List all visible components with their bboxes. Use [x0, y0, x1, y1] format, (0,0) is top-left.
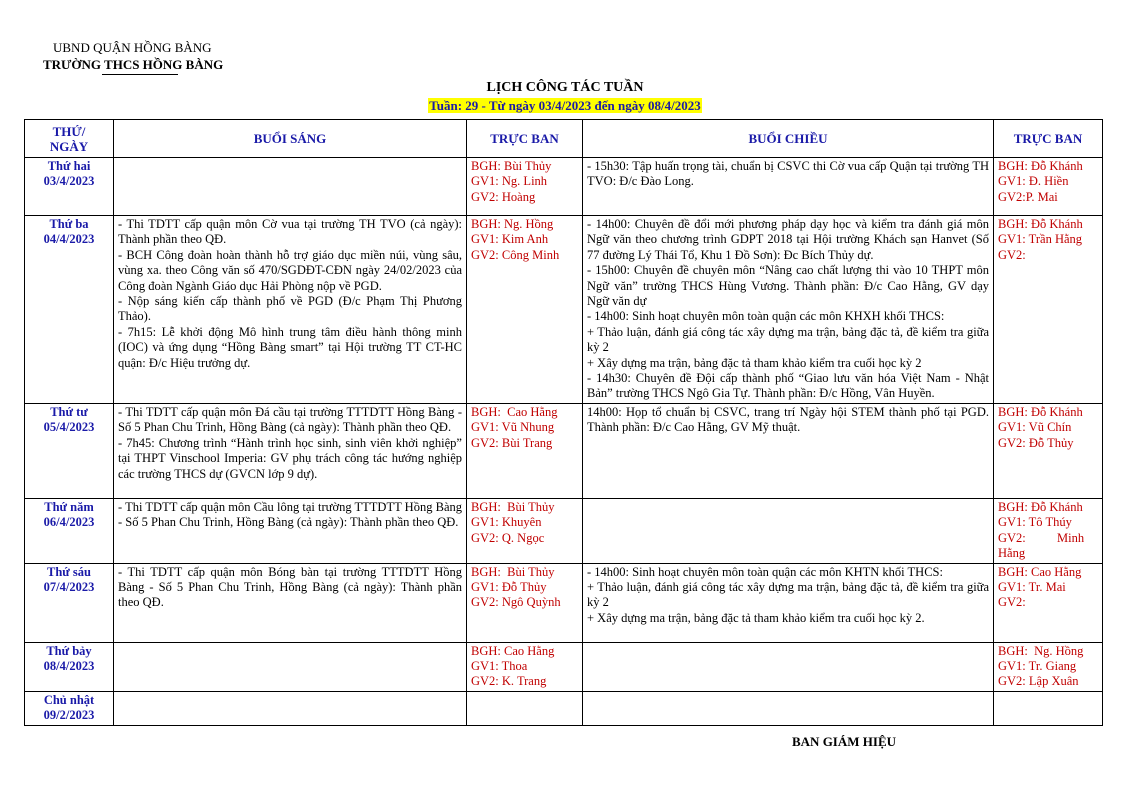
day-name: Thứ sáu [47, 564, 91, 579]
afternoon-line: - 14h00: Sinh hoạt chuyên môn toàn quận các môn KHTN khối THCS: [587, 564, 943, 579]
duty-afternoon-cell [994, 498, 1103, 563]
table-row [25, 691, 1103, 725]
day-cell [25, 498, 114, 563]
duty-line: BGH: Cao Hằng [471, 404, 558, 419]
duty-afternoon-cell [994, 642, 1103, 691]
duty-afternoon-cell [994, 691, 1103, 725]
morning-line: - 7h15: Lễ khởi động Mô hình trung tâm điều hành thông minh (IOC) và ứng dụng “Hồng Bàng smart” tại Hội trường TT CT-HC quận: Đ/c Hiệu trưởng dự. [118, 324, 462, 370]
morning-line: - Thi TDTT cấp quận môn Bóng bàn tại trường TTTDTT Hồng Bàng - Số 5 Phan Chu Trinh, Hồng Bàng (cả ngày): Thành phần theo QĐ. [118, 564, 462, 610]
duty-line: GV1: Trần Hằng [998, 232, 1083, 247]
afternoon-cell [583, 498, 994, 563]
afternoon-line: - 15h30: Tập huấn trọng tài, chuẩn bị CSVC thi Cờ vua cấp Quận tại trường TH TVO: Đ/c Đào Long. [587, 159, 989, 189]
duty-line: GV1: Vũ Nhung [471, 420, 555, 435]
duty-line: BGH: Đỗ Khánh [998, 159, 1083, 173]
day-cell [25, 563, 114, 642]
day-cell [25, 216, 114, 404]
col-morning: BUỔI SÁNG [114, 120, 467, 158]
morning-line: - Thi TDTT cấp quận môn Cờ vua tại trường TH TVO (cả ngày): Thành phần theo QĐ. [118, 217, 462, 247]
afternoon-line: + Xây dựng ma trận, bảng đặc tả tham khảo kiểm tra cuối học kỳ 2. [587, 610, 925, 625]
morning-cell [114, 216, 467, 404]
afternoon-line: + Thảo luận, đánh giá công tác xây dựng ma trận, bảng đặc tả, đề kiểm tra giữa kỳ 2 [587, 579, 989, 610]
duty-line: BGH: Ng. Hồng [471, 217, 554, 231]
table-row [25, 216, 1103, 404]
duty-line: GV1: Vũ Chín [998, 420, 1072, 435]
duty-line: BGH: Bùi Thủy [471, 564, 555, 579]
table-row [25, 403, 1103, 498]
duty-morning-cell [467, 158, 583, 216]
day-date: 08/4/2023 [43, 658, 95, 673]
duty-line: BGH: Cao Hằng [471, 643, 555, 658]
duty-line: GV2: Công Minh [471, 247, 560, 262]
duty-line: GV2:P. Mai [998, 189, 1058, 204]
duty-morning-cell [467, 403, 583, 498]
morning-cell [114, 158, 467, 216]
duty-line: GV1: Tô Thúy [998, 515, 1072, 530]
duty-afternoon-cell [994, 158, 1103, 216]
afternoon-line: - 14h30: Chuyên đề Đội cấp thành phố “Giao lưu văn hóa Việt Nam - Nhật Bản” trường THCS Ngô Gia Tự. Thành phần: Đ/c Hồng, Vân Huyền. [587, 371, 989, 401]
duty-line: GV2: K. Trang [471, 674, 547, 689]
duty-line: BGH: Đỗ Khánh [998, 217, 1083, 231]
duty-line: GV1: Đỗ Thủy [471, 579, 547, 594]
duty-morning-cell [467, 216, 583, 404]
day-name: Thứ bảy [46, 643, 92, 658]
duty-morning-cell [467, 691, 583, 725]
morning-cell [114, 642, 467, 691]
day-date: 09/2/2023 [43, 708, 95, 723]
col-afternoon: BUỔI CHIỀU [583, 120, 994, 158]
duty-line: GV1: Tr. Giang [998, 658, 1077, 673]
morning-cell [114, 403, 467, 498]
day-cell [25, 403, 114, 498]
duty-line: GV1: Thoa [471, 658, 528, 673]
day-cell [25, 691, 114, 725]
duty-morning-cell [467, 642, 583, 691]
day-date: 04/4/2023 [43, 232, 95, 247]
header-underline [102, 74, 178, 75]
duty-line: BGH: Bùi Thủy [471, 159, 552, 173]
col-duty-morning: TRỰC BAN [467, 120, 583, 158]
duty-morning-cell [467, 498, 583, 563]
afternoon-cell [583, 642, 994, 691]
afternoon-cell [583, 403, 994, 498]
day-date: 07/4/2023 [43, 579, 95, 594]
afternoon-cell [583, 216, 994, 404]
schedule-table [24, 119, 1103, 726]
table-row [25, 498, 1103, 563]
duty-line: GV2: Q. Ngọc [471, 530, 545, 545]
table-row [25, 642, 1103, 691]
duty-line: GV2: Minh [998, 530, 1085, 545]
table-row [25, 158, 1103, 216]
duty-line: BGH: Bùi Thủy [471, 499, 555, 514]
day-date: 06/4/2023 [43, 515, 95, 530]
duty-line: GV2: Đỗ Thủy [998, 435, 1074, 450]
morning-line: - 7h45: Chương trình “Hành trình học sinh, sinh viên khởi nghiệp” tại THPT Vinschool Imperia: GV phụ trách công tác hướng nghiệp các trường THCS dự (GVCN lớp 9 dự). [118, 435, 462, 481]
col-duty-afternoon: TRỰC BAN [994, 120, 1103, 158]
duty-line: BGH: Đỗ Khánh [998, 404, 1083, 419]
week-subtitle-wrap [0, 97, 1130, 115]
morning-cell [114, 691, 467, 725]
day-name: Thứ ba [49, 217, 89, 231]
afternoon-line: - 14h00: Sinh hoạt chuyên môn toàn quận các môn KHXH khối THCS: [587, 309, 945, 324]
duty-line: GV2: [998, 247, 1026, 262]
duty-line: BGH: Ng. Hồng [998, 643, 1084, 658]
duty-line: BGH: Đỗ Khánh [998, 499, 1083, 514]
duty-line: GV1: Đ. Hiền [998, 174, 1069, 189]
col-day [25, 120, 114, 158]
duty-afternoon-cell [994, 216, 1103, 404]
afternoon-line: 14h00: Họp tổ chuẩn bị CSVC, trang trí Ngày hội STEM thành phố tại PGD. Thành phần: Đ/c Cao Hằng, GV Mỹ thuật. [587, 404, 989, 435]
school-name: TRƯỜNG THCS HỒNG BÀNG [43, 57, 224, 72]
day-name: Thứ năm [44, 499, 94, 514]
col-day-line1: THỨ/ [52, 123, 86, 139]
duty-line: Hằng [998, 546, 1026, 561]
afternoon-cell [583, 563, 994, 642]
org-name: UBND QUẬN HỒNG BÀNG [53, 40, 212, 55]
duty-line: GV2: Hoàng [471, 189, 536, 204]
page-title: LỊCH CÔNG TÁC TUẦN [486, 80, 644, 95]
afternoon-line: + Xây dựng ma trận, bảng đặc tả tham khảo kiểm tra cuối học kỳ 2 [587, 355, 922, 370]
morning-line: - BCH Công đoàn hoàn thành hỗ trợ giáo dục miền núi, vùng sâu, vùng xa. theo Công văn số 470/SGDĐT-CĐN ngày 24/02/2023 của Công đoàn Ngành Giáo dục Hải Phòng nộp về PGD. [118, 247, 462, 293]
duty-line: BGH: Cao Hằng [998, 564, 1082, 579]
day-name: Thứ tư [50, 404, 88, 419]
afternoon-line: - 15h00: Chuyên đề chuyên môn “Nâng cao chất lượng thi vào 10 THPT môn Ngữ văn” trường THCS Hùng Vương. Thành phần: Đ/c Cao Hằng, GV dạy Ngữ văn dự [587, 263, 989, 309]
duty-afternoon-cell [994, 563, 1103, 642]
signature: BAN GIÁM HIỆU [792, 734, 897, 749]
table-row [25, 563, 1103, 642]
morning-cell [114, 498, 467, 563]
morning-cell [114, 563, 467, 642]
day-date: 03/4/2023 [43, 174, 95, 189]
afternoon-cell [583, 691, 994, 725]
duty-morning-cell [467, 563, 583, 642]
day-cell [25, 158, 114, 216]
day-cell [25, 642, 114, 691]
morning-line: - Nộp sáng kiến cấp thành phố về PGD (Đ/c Phạm Thị Phương Thảo). [118, 294, 462, 324]
duty-line: GV1: Tr. Mai [998, 579, 1066, 594]
duty-afternoon-cell [994, 403, 1103, 498]
week-subtitle: Tuần: 29 - Từ ngày 03/4/2023 đến ngày 08/4/2023 [429, 98, 701, 113]
duty-line: GV2: Bùi Trang [471, 435, 553, 450]
duty-line: GV2: Lập Xuân [998, 674, 1079, 689]
header-row [25, 120, 1103, 158]
morning-line: - Thi TDTT cấp quận môn Đá cầu tại trường TTTDTT Hồng Bàng - Số 5 Phan Chu Trinh, Hồng Bàng (cả ngày): Thành phần theo QĐ. [118, 404, 462, 435]
morning-line: - Thi TDTT cấp quận môn Cầu lông tại trường TTTDTT Hồng Bàng - Số 5 Phan Chu Trinh, Hồng Bàng (cả ngày): Thành phần theo QĐ. [118, 499, 462, 530]
afternoon-line: + Thảo luận, đánh giá công tác xây dựng ma trận, bảng đặc tả, đề kiểm tra giữa kỳ 2 [587, 324, 989, 355]
duty-line: GV1: Khuyên [471, 515, 542, 530]
afternoon-cell [583, 158, 994, 216]
col-day-line2: NGÀY [49, 138, 89, 154]
day-date: 05/4/2023 [43, 420, 95, 435]
day-name: Chủ nhật [43, 692, 95, 707]
duty-line: GV1: Ng. Linh [471, 174, 548, 189]
duty-line: GV1: Kim Anh [471, 232, 549, 247]
afternoon-line: - 14h00: Chuyên đề đổi mới phương pháp dạy học và kiểm tra đánh giá môn Ngữ văn theo chương trình GDPT 2018 tại Hội trường Khách sạn Hanvet (Số 77 đường Lý Thái Tổ, Khu 1 Đồ Sơn): Đc Bích Thủy dự. [587, 217, 989, 262]
day-name: Thứ hai [47, 159, 91, 173]
duty-line: GV2: [998, 595, 1026, 610]
duty-line: GV2: Ngô Quỳnh [471, 595, 561, 610]
